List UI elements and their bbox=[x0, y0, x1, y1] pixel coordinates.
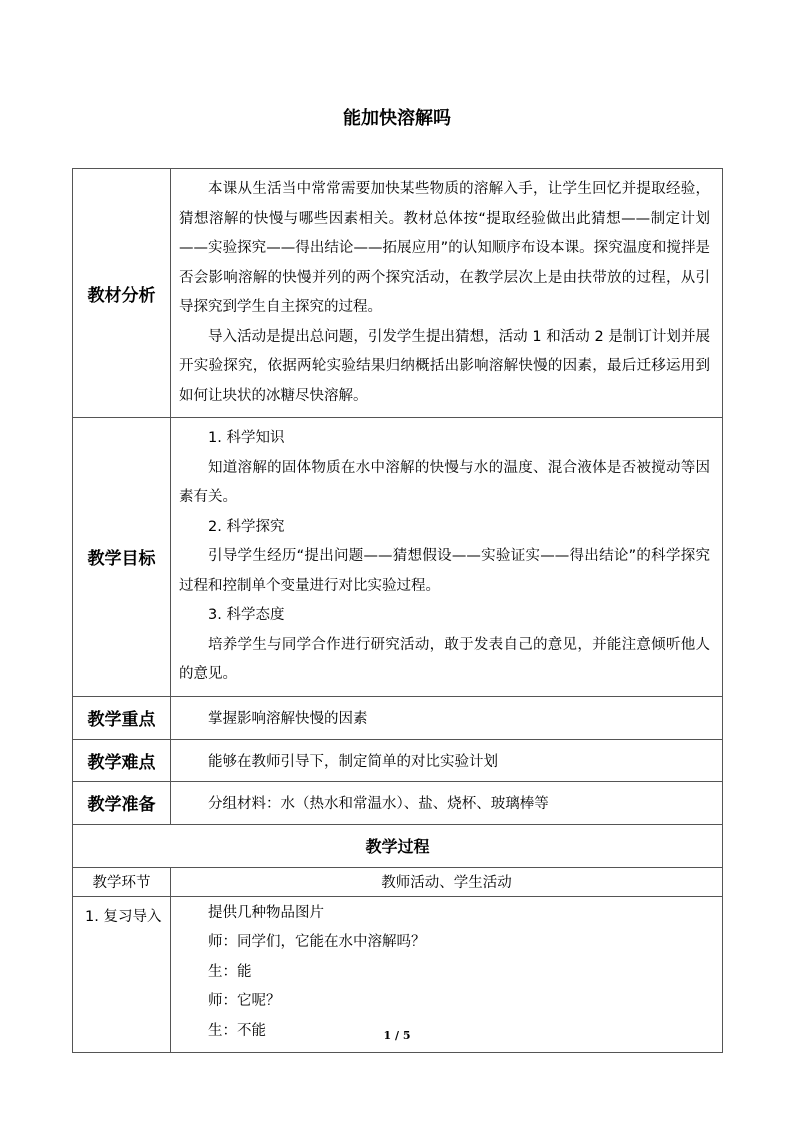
page-number: 1 / 5 bbox=[383, 1029, 411, 1042]
objectives-label: 教学目标 bbox=[73, 418, 171, 697]
difficulty-label: 教学难点 bbox=[73, 739, 171, 781]
column-header-step: 教学环节 bbox=[73, 867, 171, 896]
preparation-row bbox=[73, 781, 723, 824]
key-point-label: 教学重点 bbox=[73, 696, 171, 739]
document-title: 能加快溶解吗 bbox=[343, 108, 451, 129]
objectives-row bbox=[73, 418, 723, 697]
objective-heading: 3. 科学态度 bbox=[208, 607, 285, 623]
difficulty-text: 能够在教师引导下，制定简单的对比实验计划 bbox=[208, 753, 498, 770]
process-step-name: 1. 复习导入 bbox=[73, 896, 171, 1053]
activity-line: 生：能 bbox=[208, 963, 252, 980]
activity-line: 提供几种物品图片 bbox=[208, 904, 324, 921]
preparation-text: 分组材料：水（热水和常温水）、盐、烧杯、玻璃棒等 bbox=[208, 796, 549, 812]
difficulty-content bbox=[171, 739, 723, 781]
process-column-header-row bbox=[73, 867, 723, 896]
column-header-activity: 教师活动、学生活动 bbox=[171, 867, 723, 896]
objective-heading: 1. 科学知识 bbox=[208, 430, 285, 446]
key-point-row bbox=[73, 696, 723, 739]
objectives-content bbox=[171, 418, 723, 697]
materials-analysis-row bbox=[73, 169, 723, 418]
objective-heading: 2. 科学探究 bbox=[208, 518, 285, 535]
difficulty-row bbox=[73, 739, 723, 781]
materials-analysis-label: 教材分析 bbox=[73, 169, 171, 418]
objective-text: 引导学生经历“提出问题——猜想假设——实验证实——得出结论”的科学探究过程和控制单个变量进行对比实验过程。 bbox=[179, 548, 710, 594]
preparation-content bbox=[171, 781, 723, 824]
activity-line: 生：不能 bbox=[208, 1022, 266, 1039]
materials-analysis-paragraph: 导入活动是提出总问题，引发学生提出猜想，活动 1 和活动 2 是制订计划并展开实验探究，依据两轮实验结果归纳概括出影响溶解快慢的因素，最后迁移运用到如何让块状的冰糖尽快溶解。 bbox=[179, 328, 710, 404]
materials-analysis-paragraph: 本课从生活当中常常需要加快某些物质的溶解入手，让学生回忆并提取经验，猜想溶解的快慢与哪些因素相关。教材总体按“提取经验做出此猜想——制定计划——实验探究——得出结论——拓展应用”的认知顺序布设本课。探究温度和搅拌是否会影响溶解的快慢并列的两个探究活动，在教学层次上是由扶带放的过程，从引导探究到学生自主探究的过程。 bbox=[179, 181, 710, 315]
key-point-text: 掌握影响溶解快慢的因素 bbox=[208, 711, 368, 727]
preparation-label: 教学准备 bbox=[73, 781, 171, 824]
lesson-plan-table bbox=[72, 168, 723, 1053]
key-point-content bbox=[171, 696, 723, 739]
activity-line: 师：同学们，它能在水中溶解吗？ bbox=[208, 934, 426, 950]
objective-text: 知道溶解的固体物质在水中溶解的快慢与水的温度、混合液体是否被搅动等因素有关。 bbox=[179, 459, 710, 505]
activity-line: 师：它呢？ bbox=[208, 993, 281, 1009]
process-heading-row bbox=[73, 824, 723, 867]
process-heading: 教学过程 bbox=[73, 824, 723, 867]
objective-text: 培养学生与同学合作进行研究活动，敢于发表自己的意见，并能注意倾听他人的意见。 bbox=[179, 636, 710, 682]
materials-analysis-content bbox=[171, 169, 723, 418]
